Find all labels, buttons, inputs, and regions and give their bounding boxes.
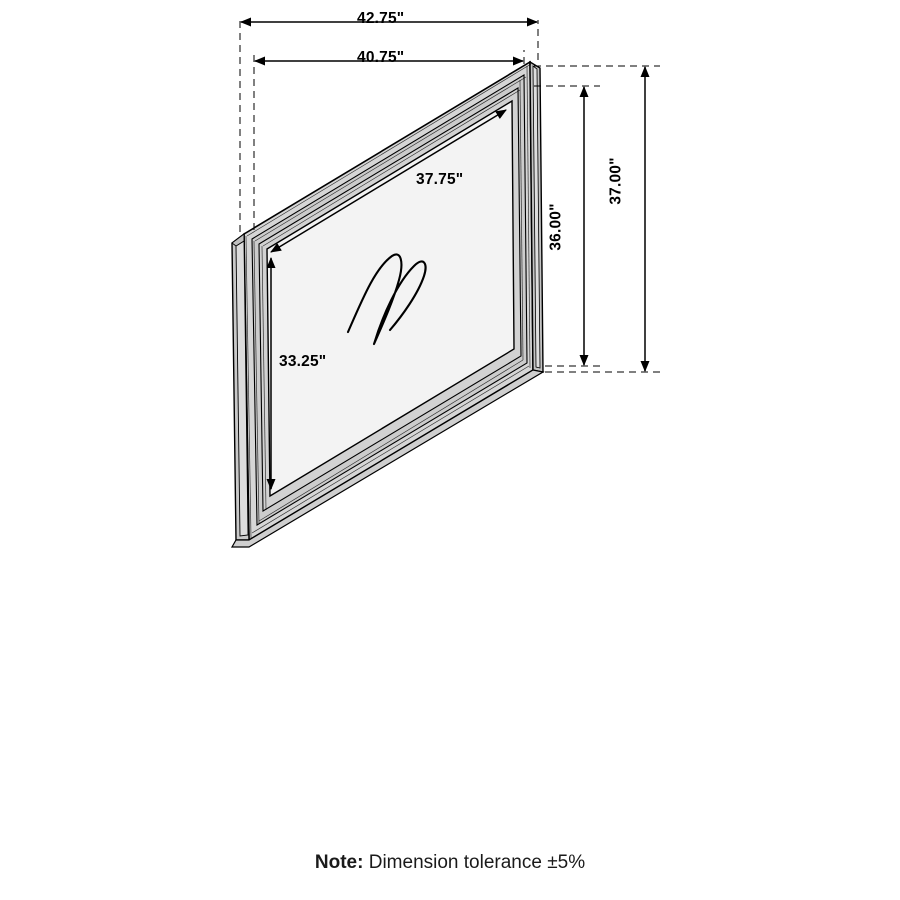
- dim-label-mirror-face-height: 33.25": [279, 353, 327, 370]
- dim-label-mirror-face-width: 37.75": [416, 171, 464, 188]
- tolerance-note: [0, 852, 900, 874]
- dim-label-frame-width: 40.75": [357, 49, 405, 66]
- note-label: Note:: [314, 852, 364, 873]
- dim-label-overall-width: 42.75": [357, 10, 405, 27]
- dim-label-frame-height: 36.00": [547, 203, 565, 251]
- dim-label-overall-height: 37.00": [607, 157, 625, 205]
- frame-top-depth: [530, 62, 543, 372]
- note-text: Dimension tolerance ±5%: [363, 852, 586, 873]
- mirror-illustration: [232, 62, 543, 547]
